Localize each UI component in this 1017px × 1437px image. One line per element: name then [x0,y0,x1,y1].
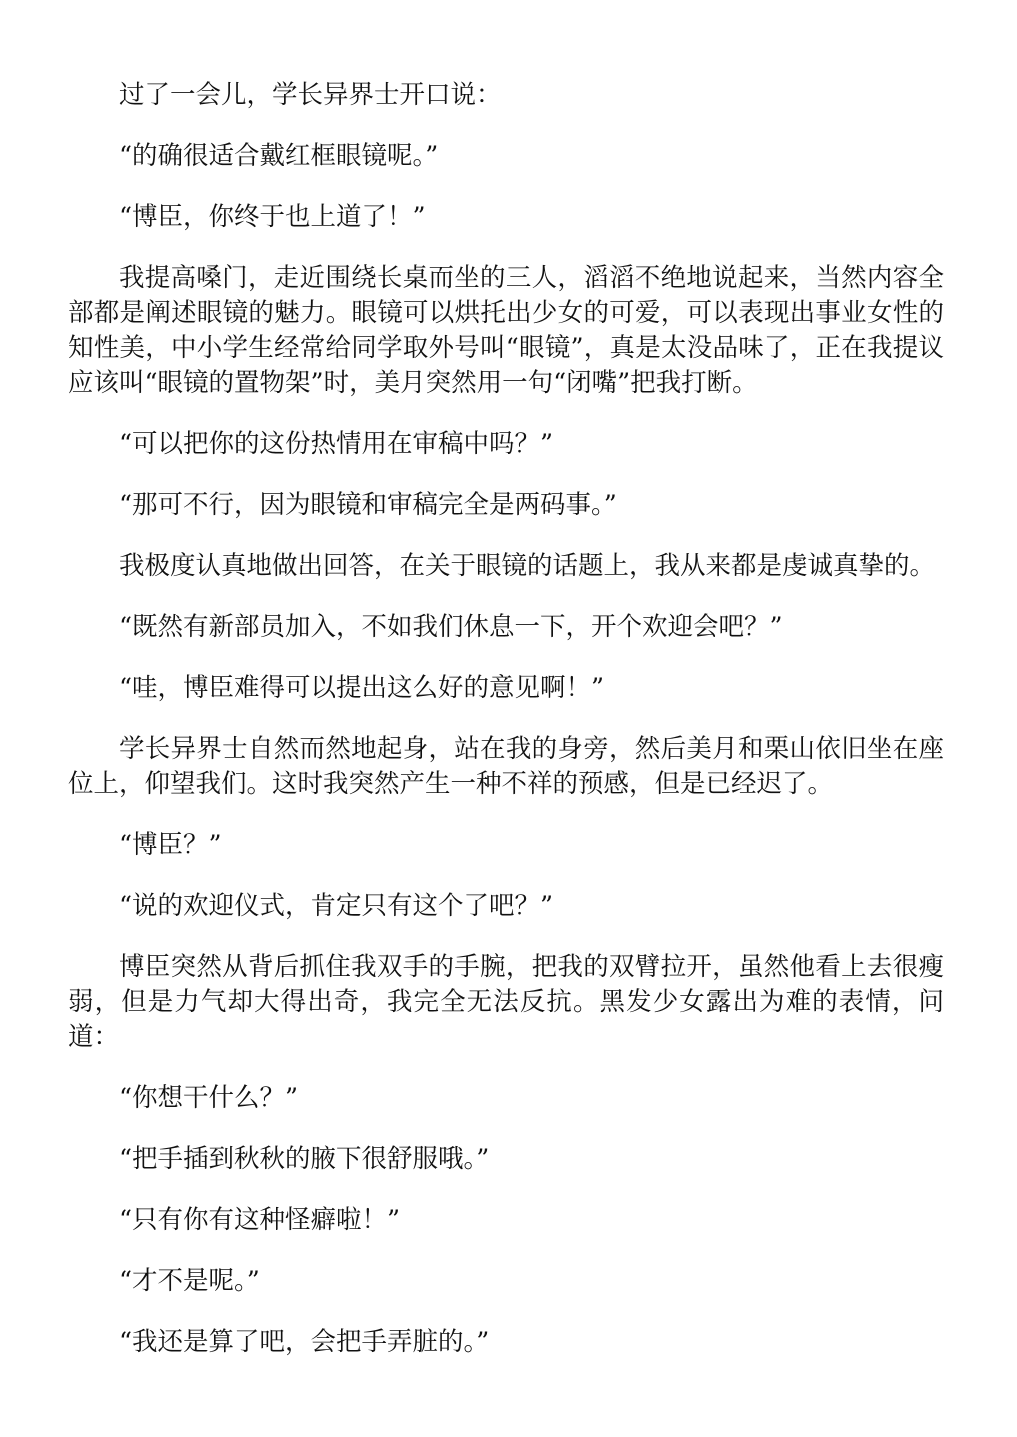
paragraph-4: 我提高嗓门，走近围绕长桌而坐的三人，滔滔不绝地说起来，当然内容全部都是阐述眼镜的魅力。眼镜可以烘托出少女的可爱，可以表现出事业女性的知性美，中小学生经常给同学取外号叫“眼镜”，真是太没品味了，正在我提议应该叫“眼镜的置物架”时，美月突然用一句“闭嘴”把我打断。 [68,263,944,398]
paragraph-16: “只有你有这种怪癖啦！” [119,1205,401,1235]
document-page [68,78,944,1386]
paragraph-13: 博臣突然从背后抓住我双手的手腕，把我的双臂拉开，虽然他看上去很瘦弱，但是力气却大得出奇，我完全无法反抗。黑发少女露出为难的表情，问道： [68,952,944,1052]
paragraph-12: “说的欢迎仪式，肯定只有这个了吧？” [119,891,554,921]
paragraph-1: 过了一会儿，学长异界士开口说： [119,80,502,110]
paragraph-6: “那可不行，因为眼镜和审稿完全是两码事。” [119,490,617,520]
paragraph-3: “博臣，你终于也上道了！” [119,202,426,232]
paragraph-18: “我还是算了吧，会把手弄脏的。” [119,1327,490,1357]
paragraph-5: “可以把你的这份热情用在审稿中吗？” [119,429,554,459]
paragraph-17: “才不是呢。” [119,1266,260,1296]
paragraph-11: “博臣？” [119,830,222,860]
paragraph-2: “的确很适合戴红框眼镜呢。” [119,141,439,171]
paragraph-14: “你想干什么？” [119,1083,299,1113]
paragraph-9: “哇，博臣难得可以提出这么好的意见啊！” [119,673,605,703]
paragraph-10: 学长异界士自然而然地起身，站在我的身旁，然后美月和栗山依旧坐在座位上，仰望我们。这时我突然产生一种不祥的预感，但是已经迟了。 [68,734,944,799]
paragraph-15: “把手插到秋秋的腋下很舒服哦。” [119,1144,490,1174]
paragraph-8: “既然有新部员加入，不如我们休息一下，开个欢迎会吧？” [119,612,783,642]
paragraph-7: 我极度认真地做出回答，在关于眼镜的话题上，我从来都是虔诚真挚的。 [119,551,936,581]
